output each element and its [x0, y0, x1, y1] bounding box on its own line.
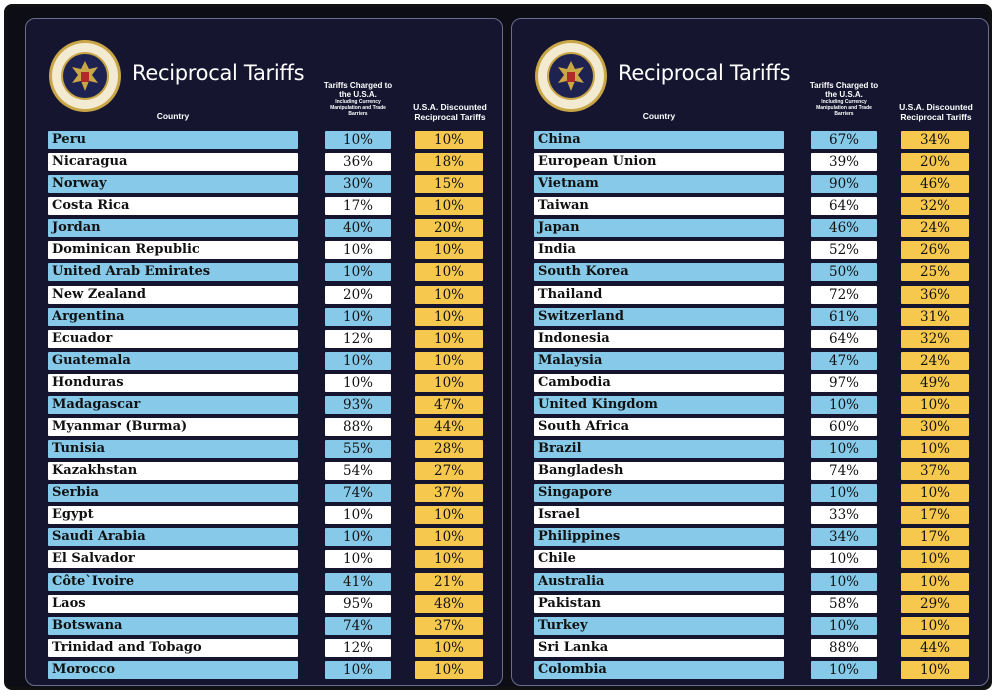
discounted-tariff-cell: 44%: [901, 639, 969, 657]
tariff-charged-cell: 64%: [811, 197, 877, 215]
tariff-charged-cell: 36%: [325, 153, 391, 171]
discounted-tariff-cell: 10%: [415, 639, 483, 657]
tariff-charged-cell: 10%: [811, 440, 877, 458]
discounted-tariff-cell: 17%: [901, 528, 969, 546]
discounted-tariff-cell: 10%: [415, 374, 483, 392]
table-row: [512, 173, 989, 195]
country-cell: China: [534, 131, 784, 149]
country-cell: Israel: [534, 506, 784, 524]
tariff-charged-cell: 10%: [325, 374, 391, 392]
tariff-charged-cell: 10%: [325, 550, 391, 568]
table-row: [512, 372, 989, 394]
table-row: [512, 571, 989, 593]
table-row: [26, 571, 503, 593]
discounted-tariff-cell: 28%: [415, 440, 483, 458]
discounted-tariff-cell: 10%: [901, 661, 969, 679]
country-cell: Nicaragua: [48, 153, 298, 171]
discounted-tariff-cell: 29%: [901, 595, 969, 613]
tariff-charged-cell: 74%: [325, 617, 391, 635]
tariff-charged-cell: 72%: [811, 286, 877, 304]
discounted-tariff-cell: 26%: [901, 241, 969, 259]
header-country: Country: [642, 111, 676, 121]
table-row: [512, 239, 989, 261]
country-cell: Saudi Arabia: [48, 528, 298, 546]
tariff-charged-cell: 34%: [811, 528, 877, 546]
country-cell: Myanmar (Burma): [48, 418, 298, 436]
discounted-tariff-cell: 20%: [901, 153, 969, 171]
tariff-charged-cell: 10%: [325, 131, 391, 149]
table-row: [512, 195, 989, 217]
presidential-seal-icon: [48, 39, 122, 113]
tariff-charged-cell: 74%: [811, 462, 877, 480]
table-row: [26, 504, 503, 526]
country-cell: Morocco: [48, 661, 298, 679]
country-cell: Switzerland: [534, 308, 784, 326]
table-row: [512, 151, 989, 173]
header-discounted-tariffs: U.S.A. Discounted Reciprocal Tariffs: [899, 102, 973, 122]
discounted-tariff-cell: 48%: [415, 595, 483, 613]
discounted-tariff-cell: 10%: [415, 241, 483, 259]
table-row: [26, 460, 503, 482]
country-cell: Singapore: [534, 484, 784, 502]
country-cell: Trinidad and Tobago: [48, 639, 298, 657]
table-row: [26, 328, 503, 350]
table-row: [512, 438, 989, 460]
country-cell: Philippines: [534, 528, 784, 546]
discounted-tariff-cell: 10%: [415, 286, 483, 304]
table-row: [26, 195, 503, 217]
country-cell: Jordan: [48, 219, 298, 237]
table-row: [512, 328, 989, 350]
discounted-tariff-cell: 36%: [901, 286, 969, 304]
country-cell: Costa Rica: [48, 197, 298, 215]
country-cell: Botswana: [48, 617, 298, 635]
tariff-charged-cell: 58%: [811, 595, 877, 613]
table-row: [512, 548, 989, 570]
discounted-tariff-cell: 10%: [901, 396, 969, 414]
discounted-tariff-cell: 10%: [901, 573, 969, 591]
tariff-charged-cell: 17%: [325, 197, 391, 215]
tariff-charged-cell: 54%: [325, 462, 391, 480]
country-cell: Laos: [48, 595, 298, 613]
tariff-charged-cell: 12%: [325, 639, 391, 657]
table-row: [512, 504, 989, 526]
country-cell: Tunisia: [48, 440, 298, 458]
discounted-tariff-cell: 10%: [901, 617, 969, 635]
discounted-tariff-cell: 25%: [901, 263, 969, 281]
discounted-tariff-cell: 10%: [415, 197, 483, 215]
table-row: [26, 217, 503, 239]
image-frame: [4, 4, 992, 690]
country-cell: United Arab Emirates: [48, 263, 298, 281]
header-country: Country: [156, 111, 190, 121]
discounted-tariff-cell: 10%: [415, 263, 483, 281]
country-cell: Argentina: [48, 308, 298, 326]
country-cell: Norway: [48, 175, 298, 193]
country-cell: Dominican Republic: [48, 241, 298, 259]
table-row: [26, 239, 503, 261]
table-row: [26, 526, 503, 548]
table-row: [26, 372, 503, 394]
header-tariffs-charged-note: Including Currency Manipulation and Trade Barriers: [330, 99, 386, 117]
discounted-tariff-cell: 32%: [901, 330, 969, 348]
table-row: [512, 350, 989, 372]
tariff-charged-cell: 88%: [811, 639, 877, 657]
discounted-tariff-cell: 32%: [901, 197, 969, 215]
discounted-tariff-cell: 21%: [415, 573, 483, 591]
discounted-tariff-cell: 24%: [901, 352, 969, 370]
table-row: [512, 615, 989, 637]
tariff-charged-cell: 74%: [325, 484, 391, 502]
tariff-charged-cell: 10%: [325, 241, 391, 259]
table-row: [26, 350, 503, 372]
tariff-charged-cell: 97%: [811, 374, 877, 392]
country-cell: Colombia: [534, 661, 784, 679]
table-row: [26, 394, 503, 416]
tariff-charged-cell: 10%: [811, 661, 877, 679]
tariff-panel-right: [511, 18, 989, 686]
country-cell: Thailand: [534, 286, 784, 304]
table-row: [26, 416, 503, 438]
tariff-charged-cell: 61%: [811, 308, 877, 326]
tariff-charged-cell: 10%: [811, 396, 877, 414]
discounted-tariff-cell: 10%: [415, 131, 483, 149]
tariff-charged-cell: 10%: [325, 352, 391, 370]
tariff-charged-cell: 10%: [325, 661, 391, 679]
table-row: [26, 548, 503, 570]
discounted-tariff-cell: 34%: [901, 131, 969, 149]
tariff-charged-cell: 88%: [325, 418, 391, 436]
tariff-charged-cell: 33%: [811, 506, 877, 524]
discounted-tariff-cell: 37%: [901, 462, 969, 480]
table-row: [512, 659, 989, 681]
table-row: [512, 482, 989, 504]
tariff-charged-cell: 52%: [811, 241, 877, 259]
country-cell: Malaysia: [534, 352, 784, 370]
discounted-tariff-cell: 10%: [415, 308, 483, 326]
discounted-tariff-cell: 44%: [415, 418, 483, 436]
table-row: [26, 438, 503, 460]
table-row: [26, 173, 503, 195]
discounted-tariff-cell: 10%: [415, 528, 483, 546]
table-row: [512, 217, 989, 239]
tariff-charged-cell: 12%: [325, 330, 391, 348]
tariff-charged-cell: 10%: [811, 550, 877, 568]
table-row: [26, 129, 503, 151]
discounted-tariff-cell: 47%: [415, 396, 483, 414]
discounted-tariff-cell: 10%: [415, 352, 483, 370]
country-cell: Peru: [48, 131, 298, 149]
tariff-charged-cell: 47%: [811, 352, 877, 370]
table-row: [26, 284, 503, 306]
header-tariffs-charged-title: Tariffs Charged to the U.S.A.: [323, 81, 393, 99]
tariff-charged-cell: 30%: [325, 175, 391, 193]
header-tariffs-charged-title: Tariffs Charged to the U.S.A.: [809, 81, 879, 99]
discounted-tariff-cell: 10%: [415, 506, 483, 524]
country-cell: Taiwan: [534, 197, 784, 215]
country-cell: Vietnam: [534, 175, 784, 193]
country-cell: Côte`Ivoire: [48, 573, 298, 591]
discounted-tariff-cell: 20%: [415, 219, 483, 237]
tariff-charged-cell: 10%: [325, 528, 391, 546]
table-row: [26, 261, 503, 283]
country-cell: United Kingdom: [534, 396, 784, 414]
country-cell: Pakistan: [534, 595, 784, 613]
discounted-tariff-cell: 10%: [415, 330, 483, 348]
table-row: [512, 460, 989, 482]
tariff-charged-cell: 40%: [325, 219, 391, 237]
discounted-tariff-cell: 24%: [901, 219, 969, 237]
discounted-tariff-cell: 31%: [901, 308, 969, 326]
tariff-charged-cell: 64%: [811, 330, 877, 348]
tariff-table-right: [512, 129, 989, 681]
discounted-tariff-cell: 30%: [901, 418, 969, 436]
table-row: [512, 306, 989, 328]
table-row: [512, 394, 989, 416]
tariff-charged-cell: 50%: [811, 263, 877, 281]
tariff-table-left: [26, 129, 503, 681]
tariff-charged-cell: 10%: [325, 308, 391, 326]
tariff-panel-left: [25, 18, 503, 686]
discounted-tariff-cell: 27%: [415, 462, 483, 480]
discounted-tariff-cell: 37%: [415, 484, 483, 502]
tariff-charged-cell: 67%: [811, 131, 877, 149]
table-row: [26, 306, 503, 328]
country-cell: Madagascar: [48, 396, 298, 414]
panel-title: Reciprocal Tariffs: [132, 61, 305, 85]
table-row: [512, 593, 989, 615]
tariff-charged-cell: 10%: [811, 484, 877, 502]
discounted-tariff-cell: 46%: [901, 175, 969, 193]
tariff-charged-cell: 39%: [811, 153, 877, 171]
country-cell: Turkey: [534, 617, 784, 635]
discounted-tariff-cell: 49%: [901, 374, 969, 392]
discounted-tariff-cell: 10%: [901, 440, 969, 458]
country-cell: Ecuador: [48, 330, 298, 348]
tariff-charged-cell: 10%: [811, 617, 877, 635]
country-cell: European Union: [534, 153, 784, 171]
discounted-tariff-cell: 18%: [415, 153, 483, 171]
table-row: [512, 637, 989, 659]
panel-title: Reciprocal Tariffs: [618, 61, 791, 85]
country-cell: India: [534, 241, 784, 259]
tariff-charged-cell: 10%: [325, 506, 391, 524]
table-row: [26, 482, 503, 504]
table-row: [512, 284, 989, 306]
header-tariffs-charged-note: Including Currency Manipulation and Trade Barriers: [816, 99, 872, 117]
tariff-charged-cell: 46%: [811, 219, 877, 237]
tariff-charged-cell: 90%: [811, 175, 877, 193]
country-cell: Cambodia: [534, 374, 784, 392]
tariff-charged-cell: 60%: [811, 418, 877, 436]
tariff-charged-cell: 41%: [325, 573, 391, 591]
table-row: [26, 151, 503, 173]
country-cell: Brazil: [534, 440, 784, 458]
tariff-charged-cell: 55%: [325, 440, 391, 458]
table-row: [26, 659, 503, 681]
table-row: [26, 593, 503, 615]
country-cell: Indonesia: [534, 330, 784, 348]
table-row: [26, 637, 503, 659]
table-row: [512, 416, 989, 438]
country-cell: Chile: [534, 550, 784, 568]
country-cell: South Africa: [534, 418, 784, 436]
country-cell: Egypt: [48, 506, 298, 524]
discounted-tariff-cell: 10%: [901, 550, 969, 568]
presidential-seal-icon: [534, 39, 608, 113]
tariff-charged-cell: 10%: [811, 573, 877, 591]
table-row: [512, 261, 989, 283]
tariff-charged-cell: 93%: [325, 396, 391, 414]
country-cell: New Zealand: [48, 286, 298, 304]
table-row: [26, 615, 503, 637]
country-cell: El Salvador: [48, 550, 298, 568]
tariff-charged-cell: 20%: [325, 286, 391, 304]
country-cell: Honduras: [48, 374, 298, 392]
country-cell: Sri Lanka: [534, 639, 784, 657]
country-cell: Serbia: [48, 484, 298, 502]
tariff-charged-cell: 10%: [325, 263, 391, 281]
header-tariffs-charged: [807, 81, 881, 117]
country-cell: South Korea: [534, 263, 784, 281]
country-cell: Japan: [534, 219, 784, 237]
header-tariffs-charged: [321, 81, 395, 117]
discounted-tariff-cell: 15%: [415, 175, 483, 193]
table-row: [512, 129, 989, 151]
tariff-charged-cell: 95%: [325, 595, 391, 613]
country-cell: Australia: [534, 573, 784, 591]
discounted-tariff-cell: 17%: [901, 506, 969, 524]
country-cell: Guatemala: [48, 352, 298, 370]
country-cell: Kazakhstan: [48, 462, 298, 480]
discounted-tariff-cell: 10%: [901, 484, 969, 502]
header-discounted-tariffs: U.S.A. Discounted Reciprocal Tariffs: [413, 102, 487, 122]
country-cell: Bangladesh: [534, 462, 784, 480]
table-row: [512, 526, 989, 548]
discounted-tariff-cell: 10%: [415, 661, 483, 679]
discounted-tariff-cell: 37%: [415, 617, 483, 635]
discounted-tariff-cell: 10%: [415, 550, 483, 568]
